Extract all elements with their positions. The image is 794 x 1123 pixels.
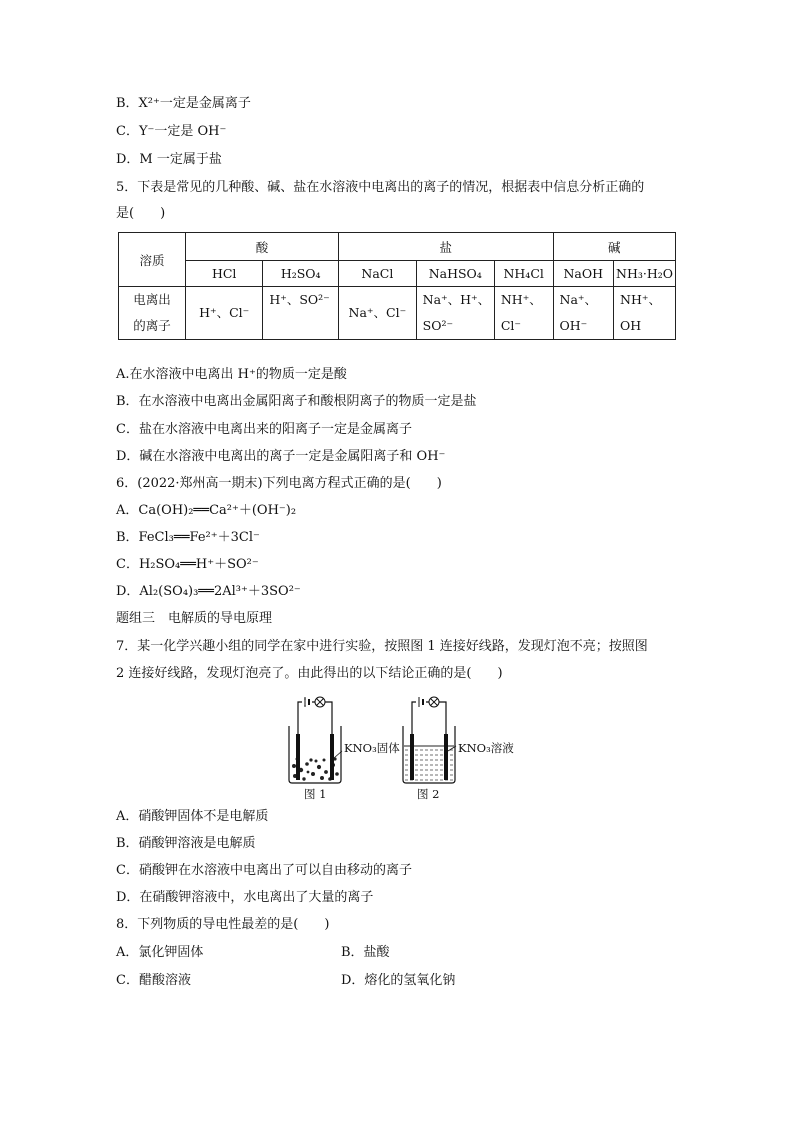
header-solute: 溶质	[119, 233, 186, 287]
q8-option-d: D．熔化的氢氧化钠	[341, 973, 456, 988]
q7-option-d: D．在硝酸钾溶液中，水电离出了大量的离子	[116, 890, 374, 905]
q4-option-c: C．Y⁻一定是 OH⁻	[116, 124, 227, 139]
ions-naoh-line1: Na⁺、	[559, 292, 597, 307]
compound-nacl: NaCl	[339, 261, 417, 287]
compound-nahso4: NaHSO₄	[416, 261, 494, 287]
figure2-apparatus	[403, 697, 456, 783]
q8-option-c: C．醋酸溶液	[116, 973, 191, 988]
compound-h2so4: H₂SO₄	[263, 261, 339, 287]
ions-nahso4-line1: Na⁺、H⁺、	[422, 292, 491, 307]
figure2-caption: 图 2	[417, 787, 440, 801]
compound-hcl: HCl	[186, 261, 263, 287]
q5-option-d: D．碱在水溶液中电离出的离子一定是金属阳离子和 OH⁻	[116, 449, 446, 464]
circuit-figure	[286, 696, 526, 802]
header-acid: 酸	[186, 233, 339, 261]
q5-stem-line1: 5．下表是常见的几种酸、碱、盐在水溶液中电离出的离子的情况，根据表中信息分析正确的	[116, 180, 645, 195]
compound-nh4cl: NH₄Cl	[494, 261, 553, 287]
q5-option-c: C．盐在水溶液中电离出来的阳离子一定是金属离子	[116, 422, 412, 437]
ions-nh3h2o: NH⁺、OH	[614, 287, 676, 340]
ions-nh4cl-line2: Cl⁻	[500, 318, 522, 333]
row-label-line2: 的离子	[133, 318, 171, 333]
compound-naoh: NaOH	[553, 261, 614, 287]
q7-stem-line1: 7．某一化学兴趣小组的同学在家中进行实验，按照图 1 连接好线路，发现灯泡不亮；按照图	[116, 639, 648, 654]
q7-option-c: C．硝酸钾在水溶液中电离出了可以自由移动的离子	[116, 863, 412, 878]
q7-stem-line2: 2 连接好线路，发现灯泡亮了。由此得出的以下结论正确的是( )	[116, 666, 503, 681]
q8-option-a: A．氯化钾固体	[116, 945, 204, 960]
figure2-label: KNO₃溶液	[458, 741, 514, 755]
q5-option-a: A.在水溶液中电离出 H⁺的物质一定是酸	[116, 367, 347, 382]
q6-option-d: D．Al₂(SO₄)₃══2Al³⁺＋3SO²⁻	[116, 584, 301, 599]
q4-option-d: D．M 一定属于盐	[116, 152, 222, 167]
header-base: 碱	[553, 233, 676, 261]
q8-stem: 8．下列物质的导电性最差的是( )	[116, 917, 330, 932]
figure1-label: KNO₃固体	[344, 741, 400, 755]
row-label-line1: 电离出	[133, 292, 171, 307]
q6-option-b: B．FeCl₃══Fe²⁺＋3Cl⁻	[116, 530, 260, 545]
q8-option-b: B．盐酸	[341, 945, 390, 960]
q6-option-a: A．Ca(OH)₂══Ca²⁺＋(OH⁻)₂	[116, 503, 297, 518]
figure1-apparatus	[289, 697, 342, 783]
group3-heading: 题组三 电解质的导电原理	[116, 611, 273, 626]
ions-nacl: Na⁺、Cl⁻	[339, 287, 417, 340]
q5-stem-line2: 是( )	[116, 206, 166, 221]
ions-hcl: H⁺、Cl⁻	[186, 287, 263, 340]
compound-nh3h2o: NH₃·H₂O	[614, 261, 676, 287]
row-label-ions	[119, 287, 186, 340]
q7-option-b: B．硝酸钾溶液是电解质	[116, 836, 256, 851]
ionization-table	[118, 232, 676, 340]
ions-nahso4-line2: SO²⁻	[422, 318, 454, 333]
ions-nahso4	[416, 287, 494, 340]
q6-option-c: C．H₂SO₄══H⁺＋SO²⁻	[116, 557, 259, 572]
figure1-caption: 图 1	[304, 787, 327, 801]
ions-nh4cl	[494, 287, 553, 340]
q6-stem: 6．(2022·郑州高一期末)下列电离方程式正确的是( )	[116, 476, 442, 491]
header-salt: 盐	[339, 233, 553, 261]
ions-nh4cl-line1: NH⁺、	[500, 292, 542, 307]
q5-option-b: B．在水溶液中电离出金属阳离子和酸根阴离子的物质一定是盐	[116, 394, 477, 409]
ions-h2so4: H⁺、SO²⁻	[263, 287, 339, 340]
ions-naoh	[553, 287, 614, 340]
ions-naoh-line2: OH⁻	[559, 318, 588, 333]
q4-option-b: B．X²⁺一定是金属离子	[116, 96, 251, 111]
q7-option-a: A．硝酸钾固体不是电解质	[116, 809, 269, 824]
